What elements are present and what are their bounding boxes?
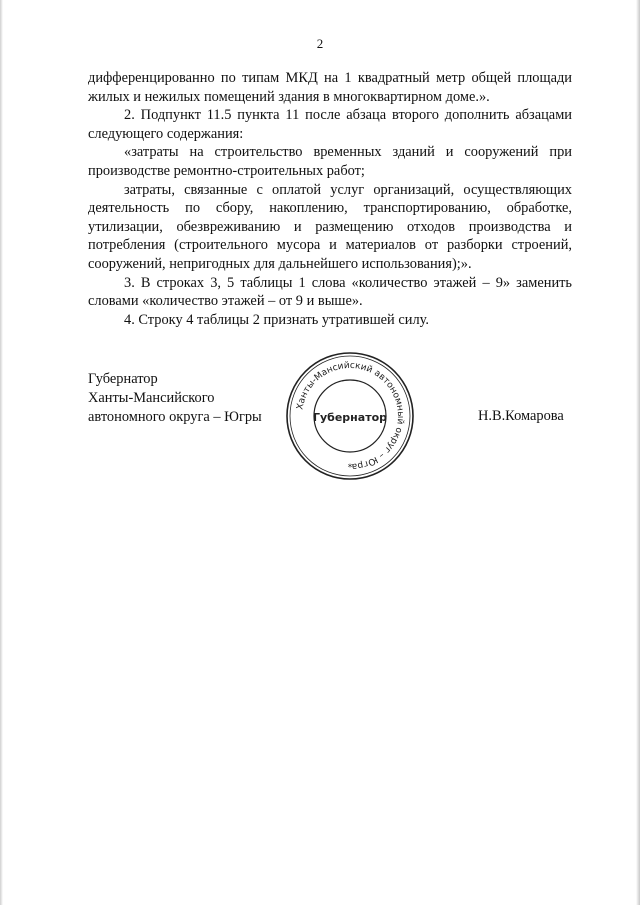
scan-edge-right xyxy=(636,0,640,905)
paragraph-continuation: дифференцированно по типам МКД на 1 квадратный метр общей площади жилых и нежилых помещений здания в многоквартирном доме.». xyxy=(88,70,572,105)
document-body xyxy=(88,69,572,329)
paragraph-item-3: 3. В строках 3, 5 таблицы 1 слова «количество этажей – 9» заменить словами «количество этажей – от 9 и выше». xyxy=(88,274,572,310)
signatory-name: Н.В.Комарова xyxy=(478,408,564,424)
signatory-title-line-1: Губернатор xyxy=(88,371,158,387)
paragraph-item-4: 4. Строку 4 таблицы 2 признать утратившей силу. xyxy=(124,311,429,328)
paragraph-quote-temporary-buildings: «затраты на строительство временных зданий и сооружений при производстве ремонтно-строительных работ; xyxy=(88,144,572,179)
signatory-title-line-3: автономного округа – Югры xyxy=(88,409,262,425)
page-number: 2 xyxy=(316,36,324,51)
seal-star: * xyxy=(347,463,353,473)
paragraph-waste-services: затраты, связанные с оплатой услуг организаций, осуществляющих деятельность по сбору, накоплению, транспортированию, обработке, утилизации, обезвреживанию и размещению отходов производства и потребления (строительного мусора и материалов от разборки строений, сооружений, непригодных для дальнейшего использования);». xyxy=(88,181,572,272)
seal-center-text: Губернатор xyxy=(312,411,388,424)
signatory-title xyxy=(88,370,262,427)
paragraph-item-2: 2. Подпункт 11.5 пункта 11 после абзаца второго дополнить абзацами следующего содержания: xyxy=(88,107,572,142)
seal-ring-text: Ханты-Мансийский автономный округ – Югра xyxy=(295,360,406,472)
signatory-title-line-2: Ханты-Мансийского xyxy=(88,390,215,406)
scan-edge-left xyxy=(0,0,3,905)
official-seal xyxy=(284,350,416,482)
